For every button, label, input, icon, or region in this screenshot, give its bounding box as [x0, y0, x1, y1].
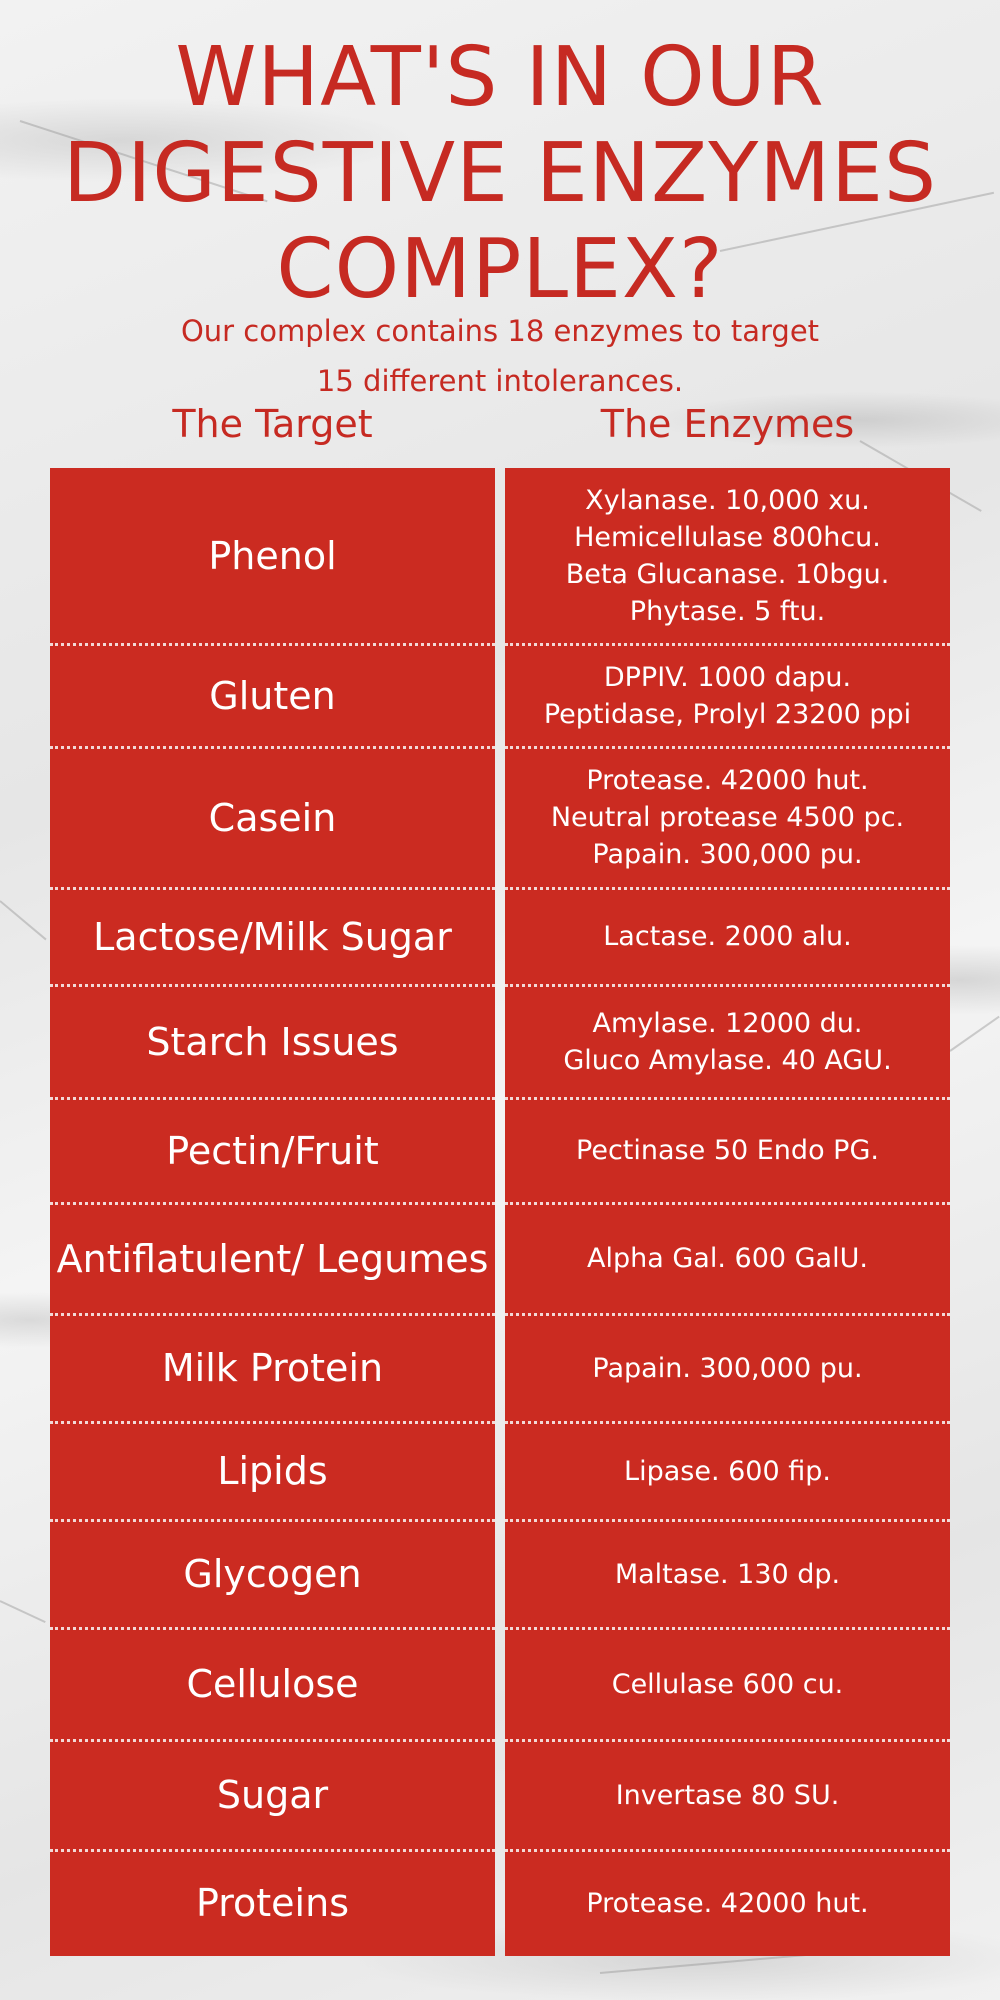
enzyme-line: Xylanase. 10,000 xu.: [585, 485, 870, 516]
enzymes-cell: [505, 1628, 950, 1740]
page-subtitle: [0, 306, 1000, 406]
subtitle-line: 15 different intolerances.: [316, 364, 684, 398]
target-cell: Glycogen: [183, 1552, 362, 1596]
enzyme-line: Protease. 42000 hut.: [586, 765, 869, 796]
target-cell: Gluten: [209, 673, 336, 718]
target-cell: Antiflatulent/ Legumes: [56, 1236, 489, 1281]
enzyme-line: Protease. 42000 hut.: [586, 1887, 869, 1919]
enzymes-cell: [505, 1422, 950, 1520]
target-cell: Phenol: [208, 534, 337, 578]
row-divider: [50, 1739, 495, 1742]
target-cell: Cellulose: [186, 1662, 359, 1706]
row-divider: [50, 643, 495, 646]
enzyme-line: Hemicellulase 800hcu.: [574, 522, 881, 553]
enzymes-cell: [505, 1740, 950, 1850]
enzymes-cell: [505, 1314, 950, 1422]
row-divider: [50, 887, 495, 890]
target-cell: Proteins: [195, 1881, 349, 1925]
row-divider: [50, 1202, 495, 1205]
marble-vein: [0, 1600, 46, 1623]
enzymes-cell: [505, 1203, 950, 1314]
row-divider: [505, 746, 950, 749]
enzyme-line: DPPIV. 1000 dapu.: [603, 661, 852, 693]
title-line: DIGESTIVE ENZYMES: [63, 126, 937, 221]
enzyme-line: Papain. 300,000 pu.: [592, 839, 863, 870]
enzyme-line: Maltase. 130 dp.: [614, 1558, 841, 1590]
row-divider: [505, 1421, 950, 1424]
row-divider: [50, 746, 495, 749]
enzymes-cell: [505, 985, 950, 1098]
column-header-enzymes: The Enzymes: [600, 402, 855, 446]
row-divider: [505, 643, 950, 646]
target-cell: Milk Protein: [161, 1346, 384, 1390]
enzymes-cell: [505, 747, 950, 888]
row-divider: [505, 1313, 950, 1316]
enzyme-line: Phytase. 5 ftu.: [629, 596, 826, 627]
row-divider: [50, 1313, 495, 1316]
enzymes-cell: [505, 1098, 950, 1203]
enzyme-line: Beta Glucanase. 10bgu.: [565, 559, 890, 590]
row-divider: [505, 1519, 950, 1522]
title-line: WHAT'S IN OUR: [175, 30, 825, 125]
enzyme-line: Amylase. 12000 du.: [592, 1007, 863, 1039]
subtitle-line: Our complex contains 18 enzymes to target: [180, 314, 820, 348]
enzyme-line: Alpha Gal. 600 GalU.: [587, 1243, 868, 1274]
enzyme-line: Invertase 80 SU.: [615, 1779, 840, 1811]
marble-vein: [0, 900, 47, 940]
row-divider: [50, 984, 495, 987]
enzyme-line: Lactase. 2000 alu.: [603, 921, 852, 952]
row-divider: [505, 887, 950, 890]
row-divider: [505, 984, 950, 987]
enzyme-line: Neutral protease 4500 pc.: [550, 802, 905, 833]
row-divider: [505, 1097, 950, 1100]
page-title: [0, 30, 1000, 318]
enzyme-line: Peptidase, Prolyl 23200 ppi: [543, 698, 912, 730]
enzymes-cell: [505, 888, 950, 985]
enzymes-cell: [505, 1520, 950, 1628]
enzyme-line: Papain. 300,000 pu.: [592, 1352, 863, 1384]
row-divider: [505, 1849, 950, 1852]
target-cell: Starch Issues: [146, 1019, 399, 1064]
enzyme-line: Pectinase 50 Endo PG.: [576, 1135, 879, 1166]
row-divider: [50, 1097, 495, 1100]
row-divider: [50, 1849, 495, 1852]
row-divider: [50, 1627, 495, 1630]
enzymes-cell: [505, 1850, 950, 1956]
row-divider: [505, 1627, 950, 1630]
target-cell: Pectin/Fruit: [166, 1128, 379, 1173]
enzymes-cell: [505, 468, 950, 644]
row-divider: [505, 1202, 950, 1205]
target-cell: Lactose/Milk Sugar: [93, 914, 452, 959]
enzyme-line: Lipase. 600 fip.: [624, 1455, 831, 1487]
marble-vein: [949, 1016, 999, 1052]
target-cell: Sugar: [216, 1773, 329, 1817]
row-divider: [50, 1421, 495, 1424]
title-line: COMPLEX?: [276, 222, 724, 317]
column-header-target: The Target: [172, 402, 373, 446]
row-divider: [50, 1519, 495, 1522]
target-cell: Lipids: [217, 1449, 328, 1493]
row-divider: [505, 1739, 950, 1742]
enzyme-line: Gluco Amylase. 40 AGU.: [563, 1044, 892, 1076]
enzyme-line: Cellulase 600 cu.: [611, 1668, 844, 1700]
target-cell: Casein: [208, 795, 337, 840]
enzymes-cell: [505, 644, 950, 747]
